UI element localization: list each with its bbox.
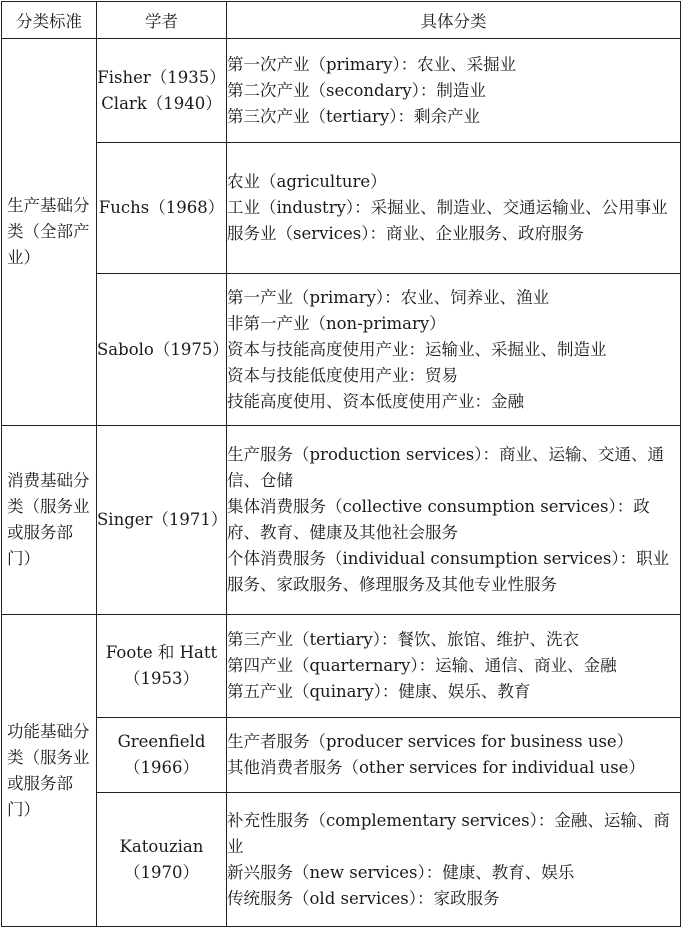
detail-line: 第四产业（quarternary）：运输、通信、商业、金融 [227, 656, 617, 675]
detail-cell [227, 143, 681, 274]
detail-line: 生产者服务（producer services for business use） [227, 732, 634, 751]
scholar-cell [97, 39, 227, 143]
scholar-name: Foote 和 Hatt [105, 643, 218, 662]
scholar-year: （1953） [124, 669, 199, 688]
detail-line: 补充性服务（complementary services）：金融、运输、商业 [227, 810, 670, 856]
detail-cell [227, 793, 681, 927]
detail-line: 服务业（services）：商业、企业服务、政府服务 [227, 224, 584, 243]
header-detail: 具体分类 [227, 2, 681, 39]
scholar-name: Fuchs（1968） [98, 198, 225, 217]
scholar-cell [97, 793, 227, 927]
detail-line: 第三产业（tertiary）：餐饮、旅馆、维护、洗衣 [227, 630, 579, 649]
header-category: 分类标准 [2, 2, 97, 39]
detail-line: 技能高度使用、资本低度使用产业：金融 [227, 391, 524, 411]
detail-line: 非第一产业（non-primary） [227, 313, 446, 333]
classification-table [1, 1, 681, 927]
scholar-name: Greenfield [117, 732, 206, 751]
scholar-name: Sabolo（1975） [97, 339, 229, 359]
category-cell [2, 39, 97, 426]
detail-line: 个体消费服务（individual consumption services）：职业服务、家政服务、修理服务及其他专业性服务 [227, 549, 670, 594]
detail-cell [227, 39, 681, 143]
detail-cell [227, 274, 681, 426]
scholar-year: （1970） [124, 862, 199, 882]
detail-line: 集体消费服务（collective consumption services）：政府、教育、健康及其他社会服务 [227, 497, 650, 542]
detail-line: 工业（industry）：采掘业、制造业、交通运输业、公用事业 [227, 198, 668, 217]
scholar-cell [97, 143, 227, 274]
detail-line: 第二次产业（secondary）：制造业 [227, 80, 486, 100]
scholar-name: Fisher（1935） [97, 67, 226, 87]
scholar-year: Clark（1940） [101, 93, 222, 113]
detail-line: 第三次产业（tertiary）：剩余产业 [227, 106, 480, 126]
detail-line: 第一次产业（primary）：农业、采掘业 [227, 54, 517, 74]
table-row [2, 426, 681, 615]
detail-line: 资本与技能高度使用产业：运输业、采掘业、制造业 [227, 339, 607, 359]
header-scholar: 学者 [97, 2, 227, 39]
table-row [2, 143, 681, 274]
table-row [2, 615, 681, 718]
detail-line: 第一产业（primary）：农业、饲养业、渔业 [227, 287, 550, 307]
detail-line: 资本与技能低度使用产业：贸易 [227, 365, 458, 385]
table-row [2, 718, 681, 793]
category-label: 消费基础分类（服务业或服务部门） [7, 471, 90, 568]
category-label: 生产基础分类（全部产业） [7, 196, 90, 267]
scholar-cell [97, 274, 227, 426]
detail-line: 其他消费者服务（other services for individual use） [227, 758, 645, 777]
scholar-year: （1966） [124, 758, 199, 777]
table-row [2, 793, 681, 927]
detail-cell [227, 718, 681, 793]
category-label: 功能基础分类（服务业或服务部门） [7, 721, 90, 819]
header-row [2, 2, 681, 39]
scholar-name: Singer（1971） [97, 510, 228, 529]
scholar-name: Katouzian [119, 836, 204, 856]
table-row [2, 274, 681, 426]
detail-line: 新兴服务（new services）：健康、教育、娱乐 [227, 862, 575, 882]
scholar-cell [97, 615, 227, 718]
category-cell [2, 615, 97, 927]
detail-cell [227, 426, 681, 615]
detail-line: 农业（agriculture） [227, 172, 387, 191]
scholar-cell [97, 718, 227, 793]
detail-cell [227, 615, 681, 718]
category-cell [2, 426, 97, 615]
table-row [2, 39, 681, 143]
scholar-cell [97, 426, 227, 615]
detail-line: 传统服务（old services）：家政服务 [227, 888, 500, 908]
detail-line: 第五产业（quinary）：健康、娱乐、教育 [227, 682, 531, 701]
detail-line: 生产服务（production services）：商业、运输、交通、通信、仓储 [227, 445, 664, 490]
